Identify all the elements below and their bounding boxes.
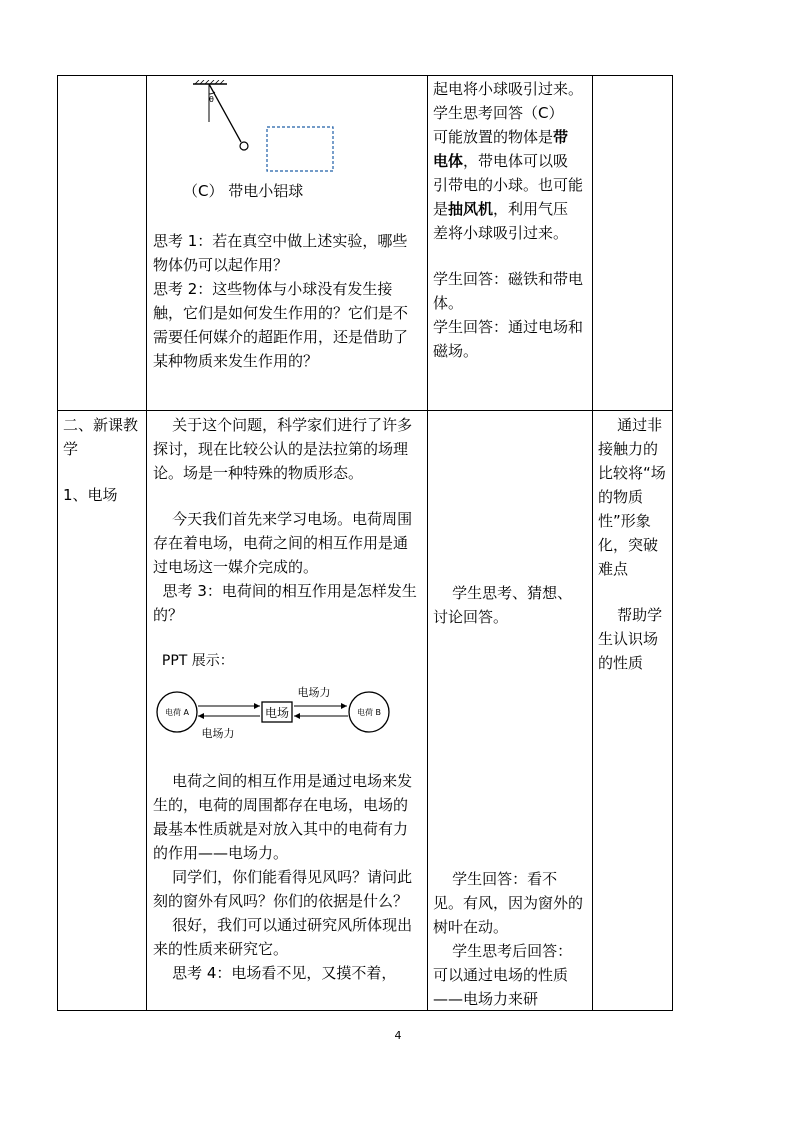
charge-field-diagram: [152, 682, 402, 742]
table-right-border: [672, 75, 673, 1011]
table-top-border: [57, 75, 673, 76]
intent-note-2: 帮助学生认识场的性质: [598, 606, 663, 672]
row2-content-top: [153, 413, 418, 673]
row2-student-discussion: [433, 581, 583, 629]
table-left-border: [57, 75, 58, 1011]
paragraph-wind-analogy: 很好，我们可以通过研究风所体现出来的性质来研究它。: [153, 916, 413, 958]
stage-title: 二、新课教学: [63, 416, 139, 458]
intent-note-1: 通过非接触力的比较将“场的物质性”形象化，突破难点: [598, 416, 666, 578]
student-text-1: 起电将小球吸引过来。: [433, 80, 584, 98]
think-question-2: 思考 2：这些物体与小球没有发生接触，它们是如何发生作用的？它们是不需要任何媒介的超距作用，还是借助了某种物质来发生作用的？: [153, 280, 409, 370]
force-bottom-label: 电场力: [201, 727, 235, 740]
force-top-label: 电场力: [297, 686, 331, 699]
think-question-4: 思考 4：电场看不见，又摸不着，: [153, 964, 397, 982]
column-divider-1: [146, 75, 147, 1011]
student-answer-c-text: [433, 125, 583, 245]
row2-design-intent: [598, 413, 666, 675]
row1-student-activity: [433, 77, 583, 363]
svg-text:θ: θ: [209, 95, 214, 104]
row1-content: [153, 229, 418, 373]
student-answer-2: 学生回答：通过电场和磁场。: [433, 318, 584, 360]
student-discussion: 学生思考、猜想、讨论回答。: [433, 584, 573, 626]
text-run: 可能放置的物体是: [433, 128, 554, 146]
student-wind-answer: 学生回答：看不见。有风，因为窗外的树叶在动。: [433, 870, 584, 936]
field-box-label: 电场: [264, 706, 290, 720]
charge-b-label: 电荷 B: [356, 708, 382, 717]
keyword-exhaust-fan: 抽风机: [448, 200, 494, 218]
text-run: ，利用气压差将小球吸引过来。: [433, 200, 569, 242]
paragraph-field-theory: 关于这个问题，科学家们进行了许多探讨，现在比较公认的是法拉第的场理论。场是一种特殊的物质形态。: [153, 416, 413, 482]
charge-a-label: 电荷 A: [164, 708, 190, 717]
keyword-charged-body: 带电体: [433, 128, 569, 170]
row2-stage: [63, 413, 143, 507]
row2-content-bottom: [153, 769, 418, 985]
paragraph-wind-question: 同学们，你们能看得见风吗？请问此刻的窗外有风吗？你们的依据是什么？: [153, 868, 413, 910]
row2-student-answers: [433, 867, 583, 1011]
think-question-1: 思考 1：若在真空中做上述实验，哪些物体仍可以起作用？: [153, 232, 408, 274]
column-divider-2: [427, 75, 428, 1011]
student-answer-1: 学生回答：磁铁和带电体。: [433, 270, 584, 312]
figure-caption: （C） 带电小铝球: [183, 182, 304, 200]
page-number: 4: [394, 1029, 402, 1042]
pendulum-figure: [185, 80, 345, 175]
think-question-3: 思考 3：电荷间的相互作用是怎样发生的？: [153, 582, 417, 624]
stage-subtitle: 1、电场: [63, 486, 118, 504]
paragraph-electric-field-intro: 今天我们首先来学习电场。电荷周围存在着电场，电荷之间的相互作用是通过电场这一媒介完成的。: [153, 510, 413, 576]
student-field-answer: 学生思考后回答：可以通过电场的性质——电场力来研: [433, 942, 573, 1008]
text-run: ，带电体可以吸引带电的小球。也可能是: [433, 152, 584, 218]
ppt-label: PPT 展示：: [153, 653, 234, 669]
column-divider-3: [592, 75, 593, 1011]
paragraph-field-force: 电荷之间的相互作用是通过电场来发生的，电荷的周围都存在电场，电场的最基本性质就是对放入其中的电荷有力的作用——电场力。: [153, 772, 413, 862]
student-answer-c-label: 学生思考回答（C）: [433, 104, 564, 122]
row-divider: [57, 410, 673, 411]
